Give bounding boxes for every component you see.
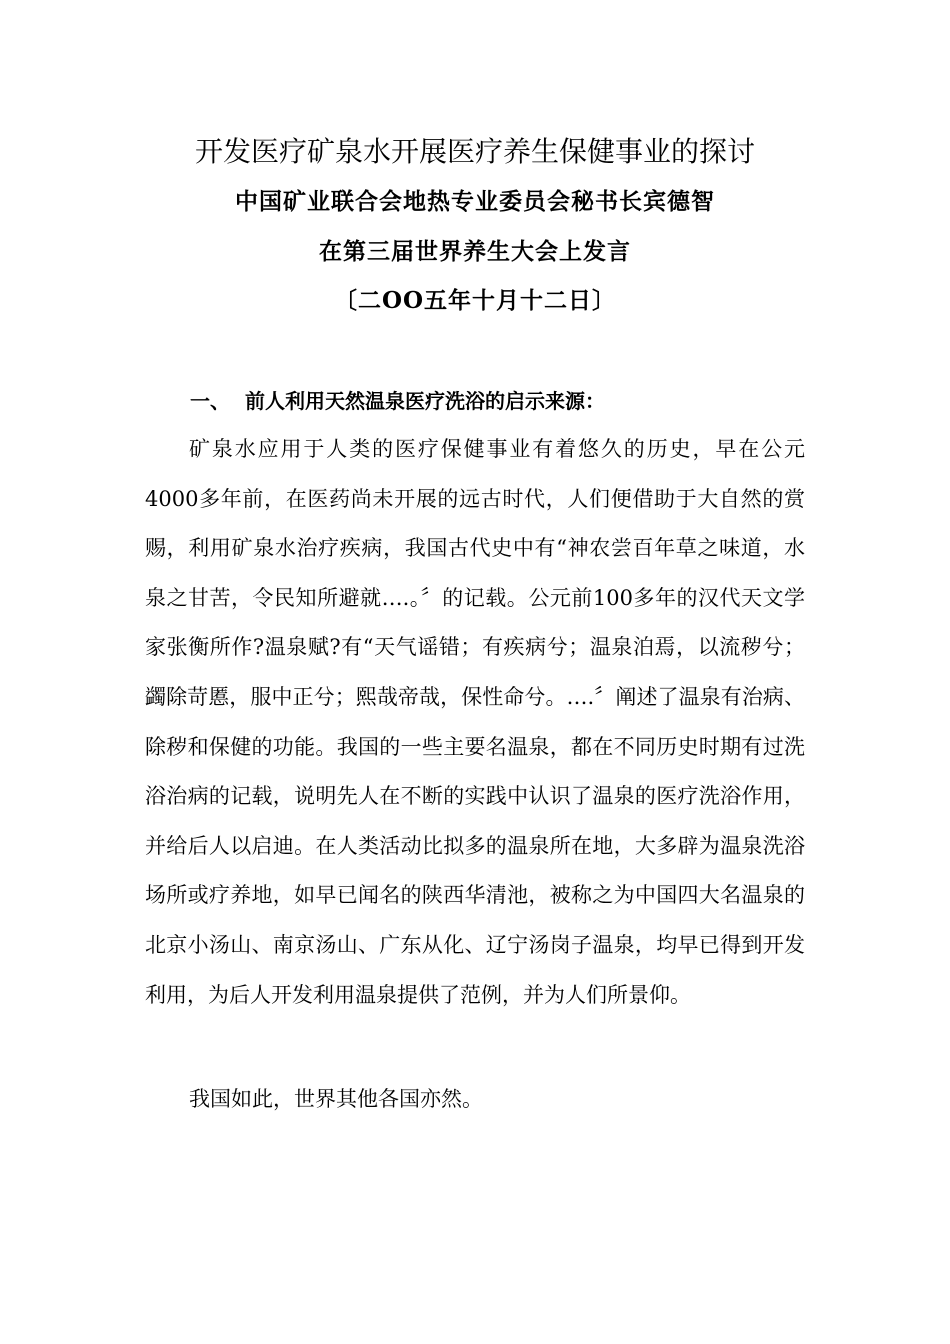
section-number: 一、	[190, 389, 230, 413]
section-heading-text: 前人利用天然温泉医疗洗浴的启示来源：	[245, 389, 605, 413]
occasion-line: 在第三届世界养生大会上发言	[319, 238, 631, 265]
section-heading	[190, 386, 605, 416]
document-title: 开发医疗矿泉水开展医疗养生保健事业的探讨	[194, 135, 755, 168]
date-line: 〔二OO五年十月十二日〕	[333, 287, 617, 314]
author-line: 中国矿业联合会地热专业委员会秘书长宾德智	[235, 188, 715, 215]
body-paragraph-2: 我国如此，世界其他各国亦然。	[189, 1087, 483, 1111]
body-paragraph-1: 矿泉水应用于人类的医疗保健事业有着悠久的历史，早在公元4000多年前，在医药尚未开展的远古时代，人们便借助于大自然的赏赐，利用矿泉水治疗疾病，我国古代史中有“神农尝百年草之味道，水泉之甘苦，令民知所避就….。〞的记载。公元前100多年的汉代天文学家张衡所作?温泉赋?有“天气谣错；有疾病兮；温泉泊焉，以流秽兮；蠲除苛慝，服中正兮；熙哉帝哉，保性命兮。….〞阐述了温泉有治病、除秽和保健的功能。我国的一些主要名温泉，都在不同历史时期有过洗浴治病的记载，说明先人在不断的实践中认识了温泉的医疗洗浴作用，并给后人以启迪。在人类活动比拟多的温泉所在地，大多辟为温泉洗浴场所或疗养地，如早已闻名的陕西华清池，被称之为中国四大名温泉的北京小汤山、南京汤山、广东从化、辽宁汤岗子温泉，均早已得到开发利用，为后人开发利用温泉提供了范例，并为人们所景仰。	[145, 437, 805, 1007]
